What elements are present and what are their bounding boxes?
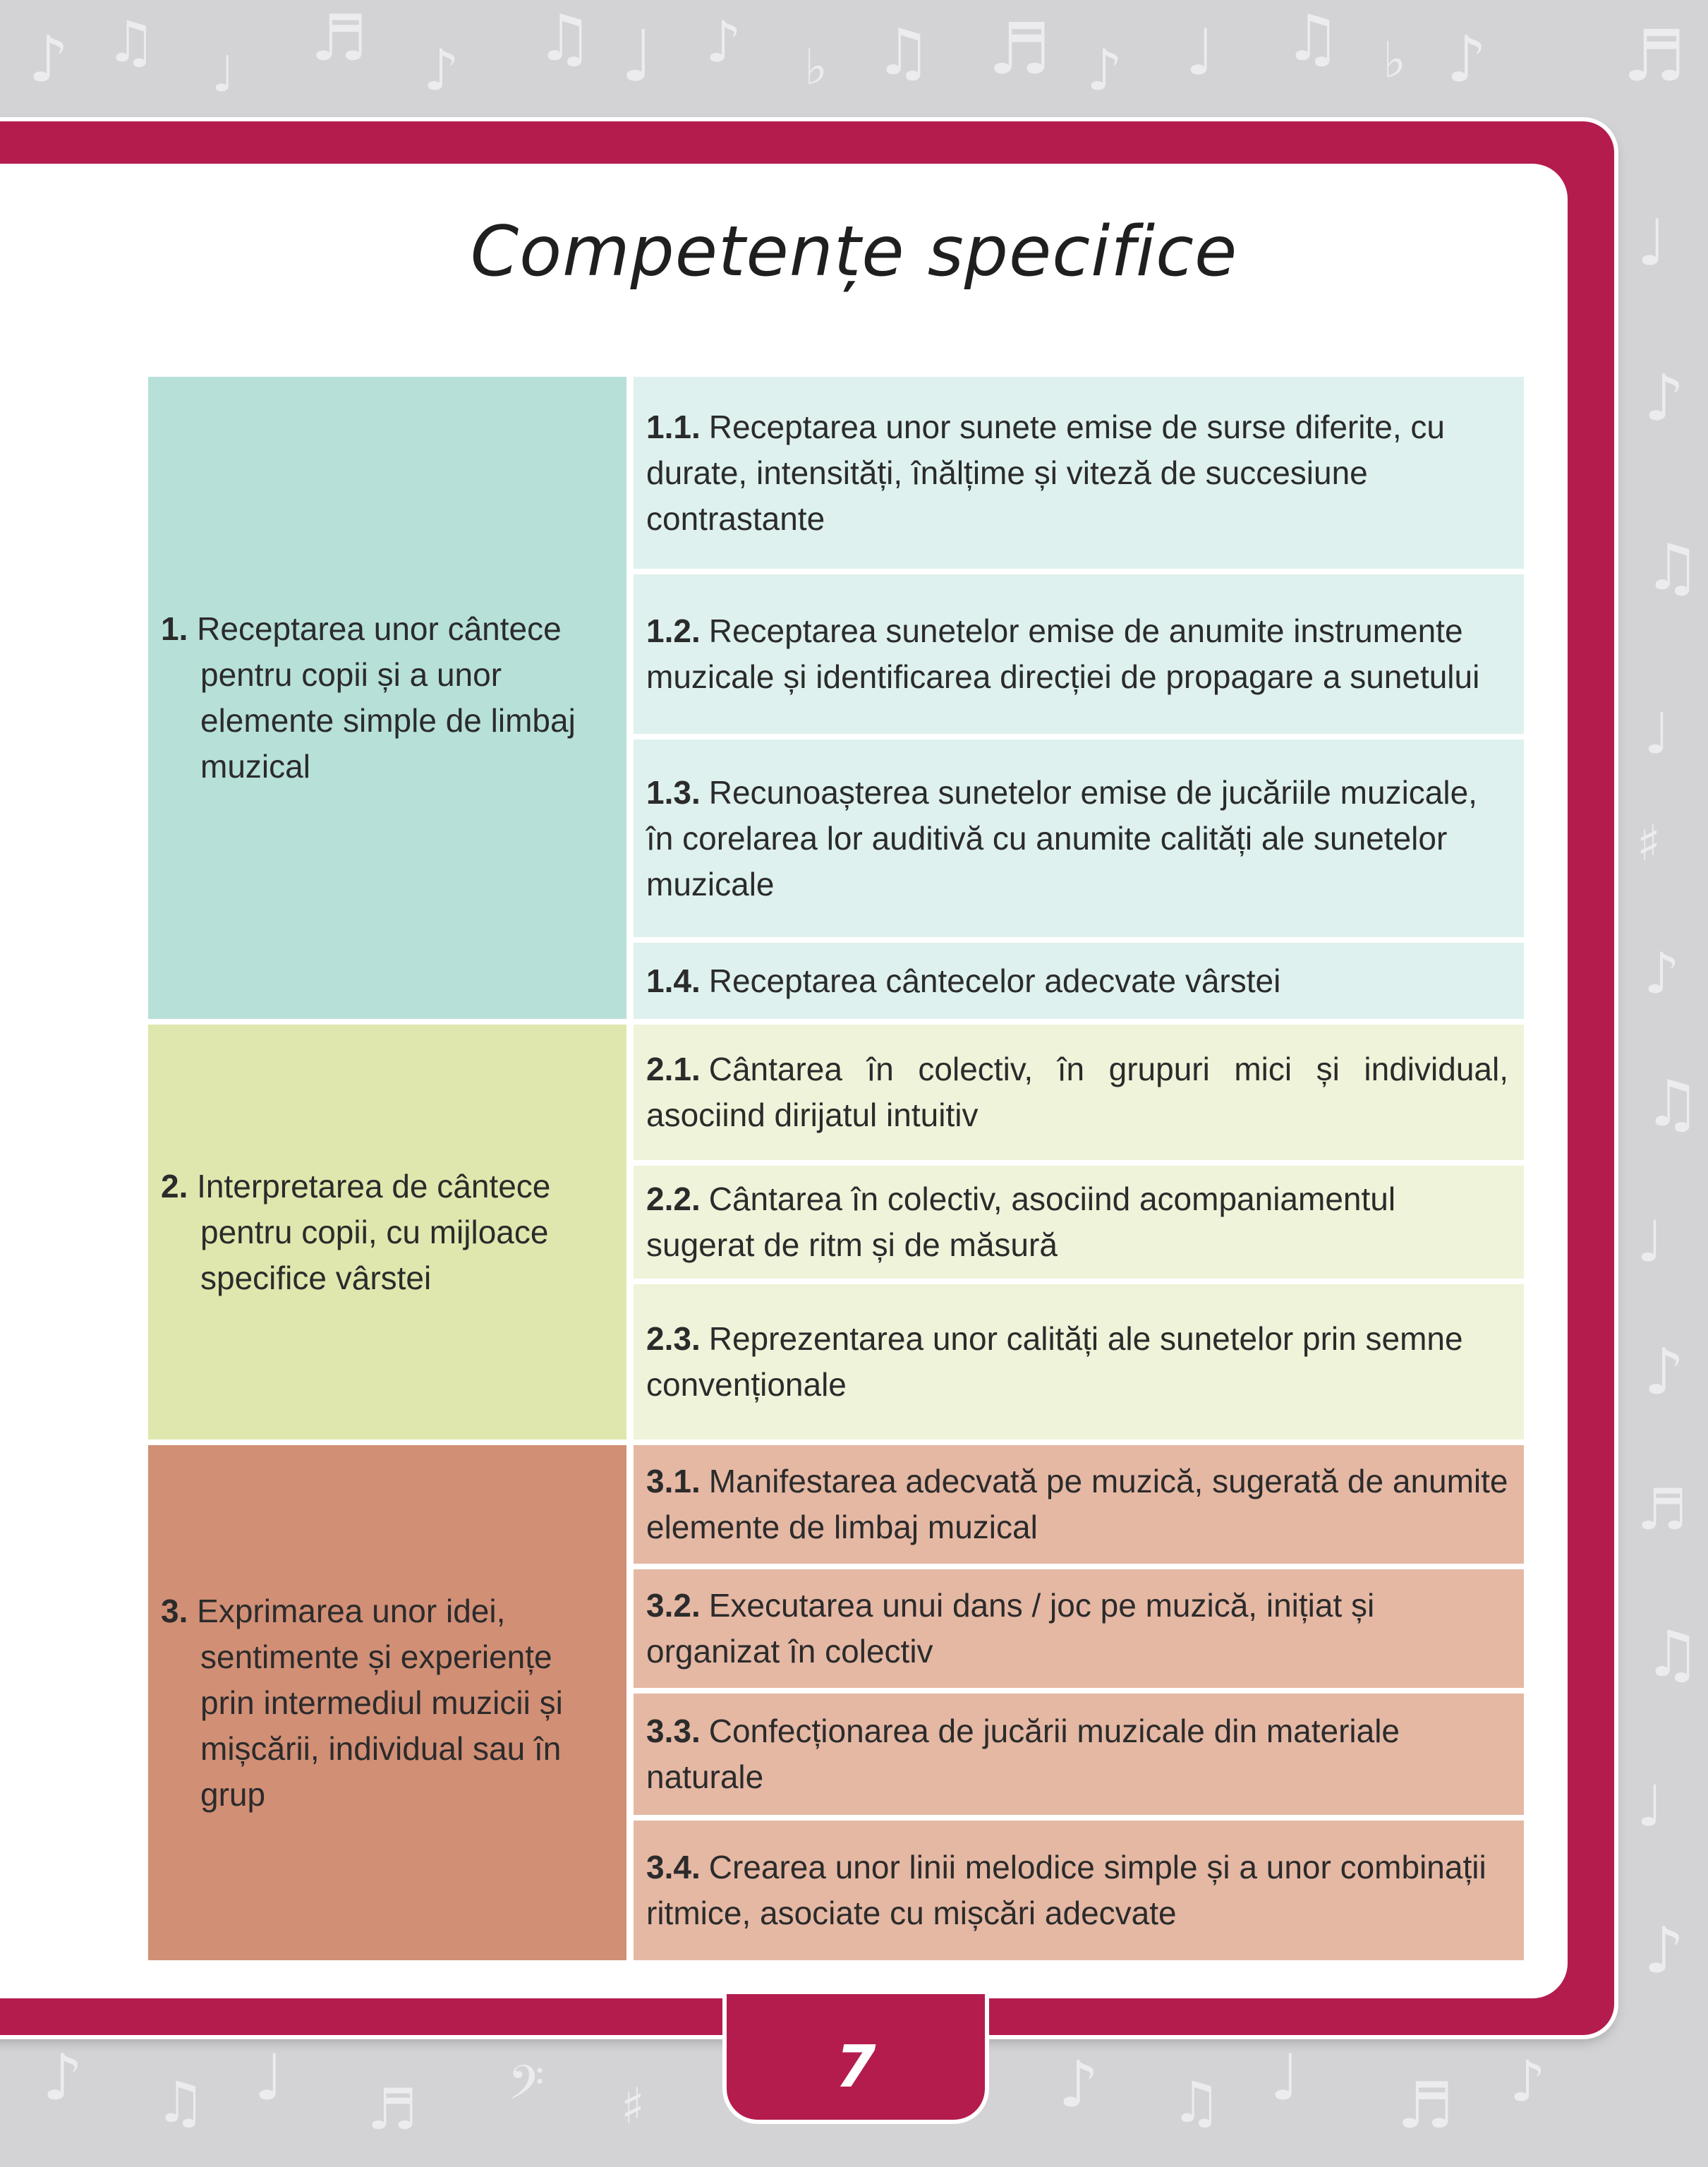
general-competence-cell xyxy=(148,377,626,1019)
music-note-icon: ♩ xyxy=(621,15,655,97)
competence-number: 2.2. xyxy=(646,1181,701,1217)
music-note-icon: ♪ xyxy=(28,23,69,97)
music-note-icon: ♫ xyxy=(1284,1,1341,76)
music-note-icon: ♬ xyxy=(367,2077,418,2142)
specific-competence-1-2 xyxy=(634,574,1524,734)
specific-competence-2-1 xyxy=(634,1025,1524,1160)
music-note-icon: ♪ xyxy=(1446,23,1487,97)
music-note-icon: ♬ xyxy=(1397,2069,1454,2143)
competence-number: 3.1. xyxy=(646,1463,701,1499)
music-note-icon: ♪ xyxy=(1510,2048,1546,2114)
music-note-icon: ♩ xyxy=(212,45,236,103)
competence-number: 3.3. xyxy=(646,1713,701,1749)
music-note-icon: ♫ xyxy=(875,16,932,90)
music-note-icon: ♪ xyxy=(42,2041,83,2115)
competence-number: 1. xyxy=(161,610,188,647)
specific-competence-list xyxy=(634,1445,1524,1960)
page-title: Competențe specifice xyxy=(470,212,1238,292)
competence-number: 2.3. xyxy=(646,1320,701,1357)
music-note-icon: ♪ xyxy=(1644,941,1680,1006)
specific-competence-1-3 xyxy=(634,740,1524,937)
music-note-icon: ♪ xyxy=(1058,2048,1099,2122)
competence-number: 3.2. xyxy=(646,1587,701,1624)
competence-description: Exprimarea unor idei, sentimente și experiențe prin intermediul muzicii și mișcării, individual sau în grup xyxy=(197,1592,563,1813)
music-note-icon: ♭ xyxy=(804,38,828,96)
competence-description: Confecționarea de jucării muzicale din materiale naturale xyxy=(646,1713,1400,1795)
music-note-icon: ♫ xyxy=(1644,1617,1701,1691)
specific-competence-list xyxy=(634,377,1524,1019)
specific-competence-2-2 xyxy=(634,1166,1524,1279)
music-note-icon: ♫ xyxy=(536,1,593,76)
specific-competence-list xyxy=(634,1025,1524,1439)
music-note-icon: ♫ xyxy=(1644,531,1701,605)
music-note-icon: ♯ xyxy=(1637,814,1661,872)
music-note-icon: ♯ xyxy=(621,2077,645,2135)
music-note-icon: ♩ xyxy=(1637,1773,1664,1839)
specific-competence-3-4 xyxy=(634,1821,1524,1960)
competence-number: 2.1. xyxy=(646,1051,701,1087)
music-note-icon: ♫ xyxy=(106,9,157,75)
specific-competence-3-1 xyxy=(634,1445,1524,1564)
music-note-icon: ♩ xyxy=(1644,701,1671,766)
music-note-icon: ♪ xyxy=(705,9,742,75)
music-note-icon: ♫ xyxy=(155,2070,206,2135)
competence-description: Crearea unor linii melodice simple și a unor combinații ritmice, asociate cu mișcări adecvate xyxy=(646,1849,1486,1931)
music-note-icon: ♪ xyxy=(1644,1335,1685,1409)
competence-description: Receptarea unor cântece pentru copii și a unor elemente simple de limbaj muzical xyxy=(197,610,576,785)
competence-number: 3. xyxy=(161,1592,188,1629)
music-note-icon: ♬ xyxy=(1623,15,1686,97)
music-note-icon: 𝄢 xyxy=(508,2056,545,2121)
music-note-icon: ♬ xyxy=(310,1,368,76)
music-note-icon: ♩ xyxy=(1270,2041,1300,2115)
music-note-icon: ♫ xyxy=(1644,1067,1701,1141)
music-note-icon: ♩ xyxy=(1185,16,1216,90)
general-competence-cell xyxy=(148,1025,626,1439)
competence-number: 1.1. xyxy=(646,408,701,445)
competence-number: 1.3. xyxy=(646,773,701,811)
specific-competence-2-3 xyxy=(634,1284,1524,1439)
music-note-icon: ♭ xyxy=(1383,31,1407,89)
music-note-icon: ♩ xyxy=(254,2041,284,2115)
music-note-icon: ♪ xyxy=(1086,37,1123,103)
competence-description: Receptarea cântecelor adecvate vârstei xyxy=(708,962,1281,999)
competence-description: Interpretarea de cântece pentru copii, cu mijloace specifice vârstei xyxy=(197,1167,551,1296)
general-competence-text xyxy=(161,1588,595,1818)
page-number: 7 xyxy=(835,2034,876,2101)
competence-description: Manifestarea adecvată pe muzică, sugerată de anumite elemente de limbaj muzical xyxy=(646,1463,1508,1545)
competence-description: Receptarea unor sunete emise de surse diferite, cu durate, intensități, înălțime și viteză de succesiune contrastante xyxy=(646,408,1445,537)
music-note-icon: ♩ xyxy=(1637,206,1667,280)
competence-description: Reprezentarea unor calități ale sunetelor prin semne convenționale xyxy=(646,1320,1463,1403)
music-note-icon: ♬ xyxy=(1637,1477,1688,1543)
general-competence-text xyxy=(161,1164,598,1301)
competence-group-3 xyxy=(148,1445,1524,1960)
music-note-icon: ♪ xyxy=(1644,1914,1685,1988)
music-note-icon: ♪ xyxy=(423,37,460,103)
specific-competence-3-2 xyxy=(634,1569,1524,1688)
competence-number: 1.2. xyxy=(646,612,701,649)
general-competence-cell xyxy=(148,1445,626,1960)
competence-number: 1.4. xyxy=(646,962,701,999)
general-competence-text xyxy=(161,606,598,790)
music-note-icon: ♫ xyxy=(1171,2070,1222,2135)
competence-description: Cântarea în colectiv, în grupuri mici și individual, asociind dirijatul intuitiv xyxy=(646,1051,1508,1133)
specific-competence-1-4 xyxy=(634,943,1524,1019)
competence-number: 3.4. xyxy=(646,1849,701,1885)
competence-description: Cântarea în colectiv, asociind acompaniamentul sugerat de ritm și de măsură xyxy=(646,1181,1396,1263)
competence-description: Receptarea sunetelor emise de anumite instrumente muzicale și identificarea direcției de propagare a sunetului xyxy=(646,612,1480,695)
competence-number: 2. xyxy=(161,1167,188,1205)
music-note-icon: ♪ xyxy=(1644,361,1685,435)
competence-description: Executarea unui dans / joc pe muzică, inițiat și organizat în colectiv xyxy=(646,1587,1375,1670)
music-note-icon: ♬ xyxy=(988,8,1051,90)
specific-competence-1-1 xyxy=(634,377,1524,569)
specific-competence-3-3 xyxy=(634,1694,1524,1815)
competence-description: Recunoașterea sunetelor emise de jucăriile muzicale, în corelarea lor auditivă cu anumite calități ale sunetelor muzicale xyxy=(646,773,1477,903)
competence-group-2 xyxy=(148,1025,1524,1439)
competence-group-1 xyxy=(148,377,1524,1019)
music-note-icon: ♩ xyxy=(1637,1209,1664,1274)
